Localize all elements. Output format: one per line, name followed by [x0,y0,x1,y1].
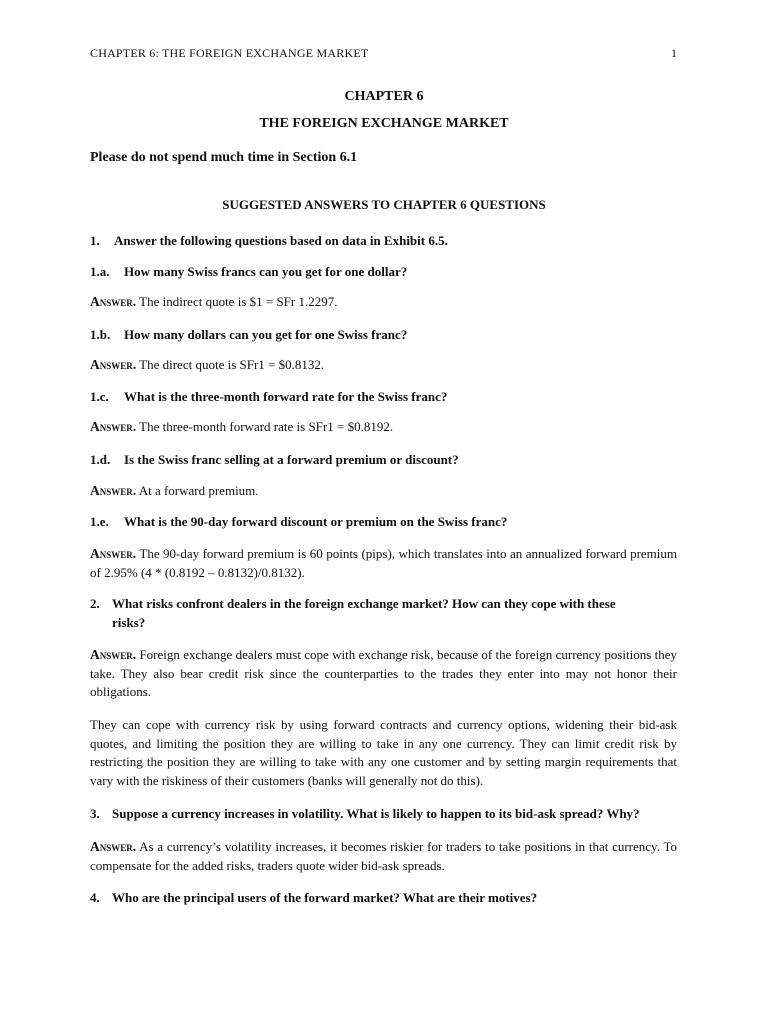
chapter-title: THE FOREIGN EXCHANGE MARKET [259,116,509,131]
question-1d-text: Is the Swiss franc selling at a forward premium or discount? [124,452,459,467]
question-2-text-line2: risks? [112,615,146,630]
section-heading: SUGGESTED ANSWERS TO CHAPTER 6 QUESTIONS [222,197,546,212]
answer-label: Answer. [90,483,137,498]
question-3-number: 3. [90,806,100,821]
question-1e [90,514,507,530]
answer-label: Answer. [90,419,137,434]
question-1d [90,452,459,468]
question-1e-number: 1.e. [90,514,109,529]
question-1d-number: 1.d. [90,452,111,467]
question-1b [90,327,407,343]
answer-1a-text: The indirect quote is $1 = SFr 1.2297. [139,294,338,309]
answer-3-text: As a currency’s volatility increases, it becomes riskier for traders to take positions in that currency. To compensate for the added risks, traders quote wider bid-ask spreads. [90,839,677,873]
answer-2-paragraph-2: They can cope with currency risk by using forward contracts and currency options, widening their bid-ask quotes, and limiting the position they are willing to take in any one currency. They can limit credit risk by restricting the position they are willing to take with any one customer and by setting margin requirements that vary with the riskiness of their customers (banks will generally not do this). [90,717,677,788]
page-number: 1 [671,46,677,60]
answer-1b-text: The direct quote is SFr1 = $0.8132. [139,357,325,372]
question-1a-number: 1.a. [90,264,110,279]
chapter-number: CHAPTER 6 [344,89,424,104]
question-1-number: 1. [90,233,100,248]
question-1b-text: How many dollars can you get for one Swiss franc? [124,327,408,342]
answer-1b [90,356,677,375]
question-3-text: Suppose a currency increases in volatility. What is likely to happen to its bid-ask spread? Why? [112,806,640,821]
question-1-text: Answer the following questions based on data in Exhibit 6.5. [114,233,448,248]
question-1 [90,233,448,249]
answer-3 [90,838,677,875]
instructor-note: Please do not spend much time in Section 6.1 [90,150,358,165]
answer-1a [90,293,677,312]
answer-label: Answer. [90,647,137,662]
answer-2-text: Foreign exchange dealers must cope with exchange risk, because of the foreign currency positions they take. They also bear credit risk since the counterparties to the trades they enter into may not honor their obligations. [90,647,678,699]
question-1a-text: How many Swiss francs can you get for one dollar? [124,264,408,279]
question-4-text: Who are the principal users of the forward market? What are their motives? [112,890,538,905]
question-4 [90,890,537,906]
answer-1e-text: The 90-day forward premium is 60 points (pips), which translates into an annualized forward premium of 2.95% (4 * (0.8192 – 0.8132)/0.8132). [90,546,677,580]
answer-label: Answer. [90,294,137,309]
answer-label: Answer. [90,546,137,561]
question-4-number: 4. [90,890,100,905]
question-3 [90,806,640,822]
question-1a [90,264,407,280]
question-1e-text: What is the 90-day forward discount or premium on the Swiss franc? [124,514,508,529]
question-2 [90,596,616,612]
answer-1d-text: At a forward premium. [138,483,259,498]
running-head: CHAPTER 6: THE FOREIGN EXCHANGE MARKET [90,46,369,60]
question-1c-text: What is the three-month forward rate for the Swiss franc? [124,389,448,404]
question-1b-number: 1.b. [90,327,111,342]
answer-label: Answer. [90,357,137,372]
question-2-text-line1: What risks confront dealers in the foreign exchange market? How can they cope with these [112,596,616,611]
answer-label: Answer. [90,839,137,854]
answer-1e [90,545,677,582]
question-1c [90,389,447,405]
answer-1c-text: The three-month forward rate is SFr1 = $0.8192. [139,419,394,434]
answer-1c [90,418,677,437]
question-2-number: 2. [90,596,100,611]
answer-1d [90,482,677,501]
question-1c-number: 1.c. [90,389,109,404]
answer-2 [90,646,677,702]
